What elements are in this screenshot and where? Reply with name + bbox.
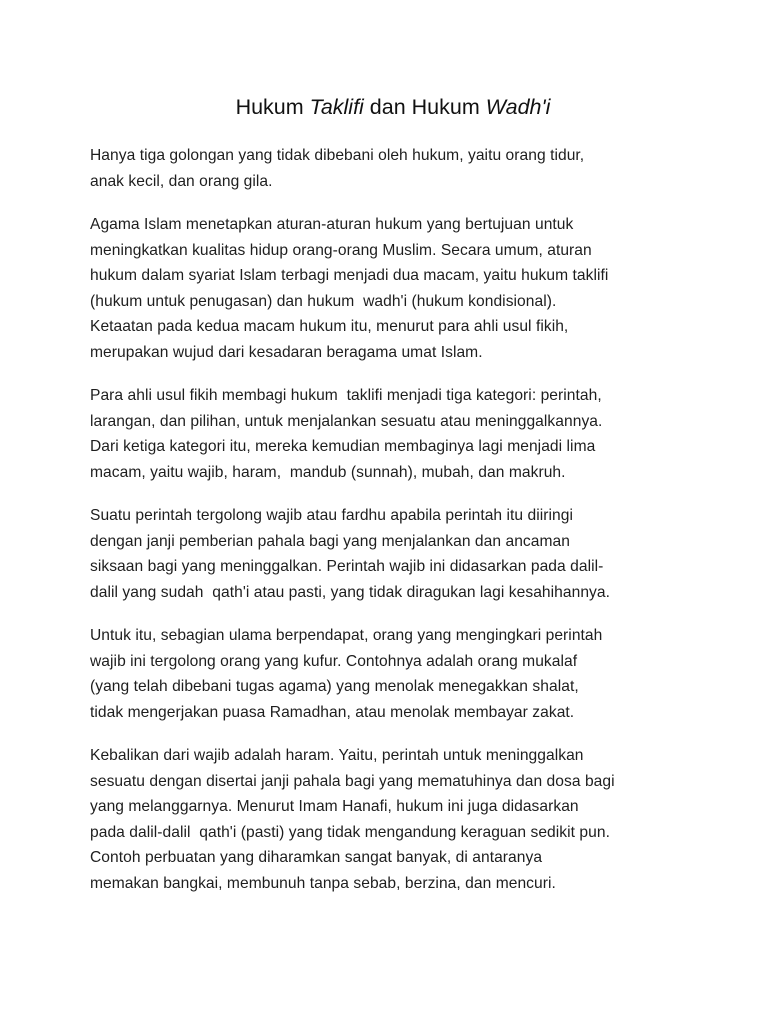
title-part-3: dan Hukum [363, 95, 486, 119]
text-line: sesuatu dengan disertai janji pahala bagi yang mematuhinya dan dosa bagi [90, 772, 615, 790]
text-line: merupakan wujud dari kesadaran beragama umat Islam. [90, 343, 483, 361]
text-line: Suatu perintah tergolong wajib atau fardhu apabila perintah itu diiringi [90, 507, 574, 524]
text-line: dengan janji pemberian pahala bagi yang menjalankan dan ancaman [90, 532, 570, 550]
paragraph [90, 503, 690, 605]
text-line: Untuk itu, sebagian ulama berpendapat, orang yang mengingkari perintah [90, 627, 603, 644]
text-line: Kebalikan dari wajib adalah haram. Yaitu, perintah untuk meninggalkan [90, 747, 584, 764]
text-line: anak kecil, dan orang gila. [90, 172, 273, 190]
text-line: meningkatkan kualitas hidup orang-orang Muslim. Secara umum, aturan [90, 241, 592, 259]
paragraph [90, 143, 690, 194]
text-line: (yang telah dibebani tugas agama) yang menolak menegakkan shalat, [90, 678, 579, 695]
text-line: larangan, dan pilihan, untuk menjalankan sesuatu atau meninggalkannya. [90, 412, 603, 430]
text-line: Hanya tiga golongan yang tidak dibebani oleh hukum, yaitu orang tidur, [90, 147, 585, 164]
text-line: siksaan bagi yang meninggalkan. Perintah wajib ini didasarkan pada dalil- [90, 558, 604, 575]
title-part-1: Hukum [235, 95, 310, 119]
document-title [90, 93, 690, 121]
text-line: Para ahli usul fikih membagi hukum taklifi menjadi tiga kategori: perintah, [90, 387, 602, 404]
text-line: Ketaatan pada kedua macam hukum itu, menurut para ahli usul fikih, [90, 318, 569, 335]
text-line: yang melanggarnya. Menurut Imam Hanafi, hukum ini juga didasarkan [90, 798, 579, 815]
title-part-4: Wadh'i [485, 95, 551, 119]
text-line: memakan bangkai, membunuh tanpa sebab, berzina, dan mencuri. [90, 874, 556, 892]
text-line: Agama Islam menetapkan aturan-aturan hukum yang bertujuan untuk [90, 216, 574, 233]
text-line: hukum dalam syariat Islam terbagi menjadi dua macam, yaitu hukum taklifi [90, 267, 609, 284]
text-line: dalil yang sudah qath'i atau pasti, yang tidak diragukan lagi kesahihannya. [90, 583, 610, 601]
paragraph [90, 212, 690, 365]
text-line: wajib ini tergolong orang yang kufur. Contohnya adalah orang mukalaf [90, 652, 578, 670]
paragraph [90, 743, 690, 896]
text-line: pada dalil-dalil qath'i (pasti) yang tidak mengandung keraguan sedikit pun. [90, 823, 610, 841]
document-body [90, 143, 690, 896]
paragraph [90, 383, 690, 485]
text-line: Dari ketiga kategori itu, mereka kemudian membaginya lagi menjadi lima [90, 438, 596, 455]
paragraph [90, 623, 690, 725]
text-line: Contoh perbuatan yang diharamkan sangat banyak, di antaranya [90, 849, 543, 866]
text-line: (hukum untuk penugasan) dan hukum wadh'i (hukum kondisional). [90, 292, 557, 310]
title-part-2: Taklifi [309, 95, 364, 119]
text-line: tidak mengerjakan puasa Ramadhan, atau menolak membayar zakat. [90, 703, 575, 721]
text-line: macam, yaitu wajib, haram, mandub (sunnah), mubah, dan makruh. [90, 463, 566, 481]
